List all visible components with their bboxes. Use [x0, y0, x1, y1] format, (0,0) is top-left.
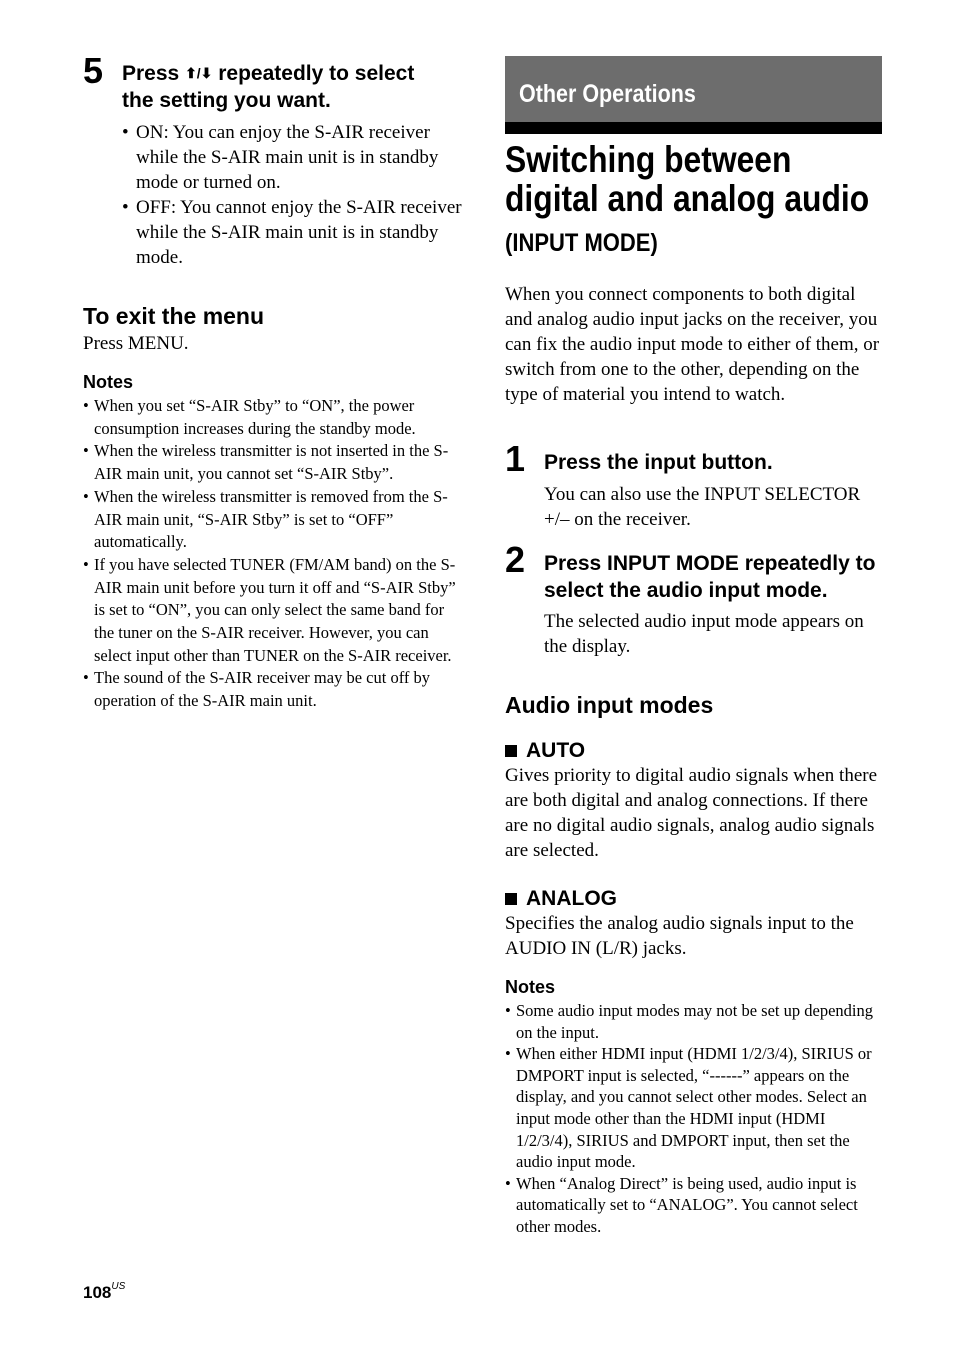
right-notes-heading: Notes: [505, 977, 556, 997]
step-5-title-rest: repeatedly to select: [212, 62, 415, 85]
section-banner-title: Other Operations: [519, 80, 696, 108]
audio-modes-heading: Audio input modes: [505, 692, 714, 718]
page-number-value: 108: [83, 1283, 112, 1302]
step-2-title: Press INPUT MODE repeatedly to select the audio input mode.: [544, 552, 876, 602]
mode-analog-heading: [505, 886, 617, 912]
step-5-title: [122, 60, 467, 114]
step-2-number: 2: [505, 539, 526, 580]
step-5-options: [122, 120, 467, 270]
mode-auto-text: Gives priority to digital audio signals when there are both digital and analog connections. If there are no digital audio signals, analog audio signals are selected.: [505, 765, 878, 861]
option-off: • OFF: You cannot enjoy the S-AIR receiver while the S-AIR main unit is in standby mode.: [122, 195, 467, 270]
mode-auto-heading: [505, 738, 585, 764]
left-note-3: • When the wireless transmitter is removed from the S-AIR main unit, “S-AIR Stby” is set to “OFF” automatically.: [83, 486, 463, 554]
option-on: • ON: You can enjoy the S-AIR receiver while the S-AIR main unit is in standby mode or turned on.: [122, 120, 467, 195]
step-1-title: Press the input button.: [544, 451, 773, 474]
left-note-4: • If you have selected TUNER (FM/AM band) on the S-AIR main unit before you turn it off and “S-AIR Stby” is set to “ON”, you can only select the same band for the tuner on the S-AIR receiver. However, you can select input other than TUNER on the S-AIR receiver.: [83, 554, 463, 668]
step-1-number: 1: [505, 438, 526, 479]
section-divider: [505, 122, 882, 134]
page-title-line1: Switching between: [505, 139, 792, 180]
page-subtitle: (INPUT MODE): [505, 229, 658, 257]
step-5-title-prefix: Press: [122, 62, 186, 85]
exit-menu-heading: To exit the menu: [83, 303, 265, 329]
square-bullet-icon: [505, 745, 517, 757]
left-note-1: • When you set “S-AIR Stby” to “ON”, the power consumption increases during the standby mode.: [83, 395, 463, 440]
right-notes-list: [505, 1000, 883, 1238]
right-note-1: • Some audio input modes may not be set up depending on the input.: [505, 1000, 883, 1043]
mode-analog-text: Specifies the analog audio signals input to the AUDIO IN (L/R) jacks.: [505, 913, 854, 959]
exit-menu-text: Press MENU.: [83, 333, 189, 354]
up-down-arrows-icon: ⬆/⬇: [185, 65, 213, 81]
left-note-5: • The sound of the S-AIR receiver may be cut off by operation of the S-AIR main unit.: [83, 667, 463, 712]
step-1-text: You can also use the INPUT SELECTOR +/– on the receiver.: [544, 484, 861, 530]
step-5-number: 5: [83, 50, 104, 91]
left-notes-heading: Notes: [83, 372, 134, 392]
left-notes-list: [83, 395, 463, 713]
section-banner: [505, 56, 882, 122]
page-number: [83, 1283, 125, 1303]
step-5-title-line2: the setting you want.: [122, 89, 331, 112]
mode-auto-name: AUTO: [526, 739, 586, 762]
mode-analog-name: ANALOG: [526, 887, 617, 910]
page-title-line2: digital and analog audio: [505, 178, 870, 219]
intro-paragraph: When you connect components to both digital and analog audio input jacks on the receiver, you can fix the audio input mode to either of them, or switch from one to the other, depending on the type of material you intend to watch.: [505, 284, 880, 405]
right-note-2: • When either HDMI input (HDMI 1/2/3/4), SIRIUS or DMPORT input is selected, “------” appears on the display, and you cannot select other modes. Select an input mode other than the HDMI input (HDMI 1/2/3/4), SIRIUS and DMPORT input, then set the audio input mode.: [505, 1043, 883, 1173]
square-bullet-icon: [505, 893, 517, 905]
page-number-suffix: US: [111, 1281, 126, 1292]
right-note-3: • When “Analog Direct” is being used, audio input is automatically set to “ANALOG”. You cannot select other modes.: [505, 1173, 883, 1238]
step-2-text: The selected audio input mode appears on the display.: [544, 611, 864, 657]
left-note-2: • When the wireless transmitter is not inserted in the S-AIR main unit, you cannot set “S-AIR Stby”.: [83, 440, 463, 485]
